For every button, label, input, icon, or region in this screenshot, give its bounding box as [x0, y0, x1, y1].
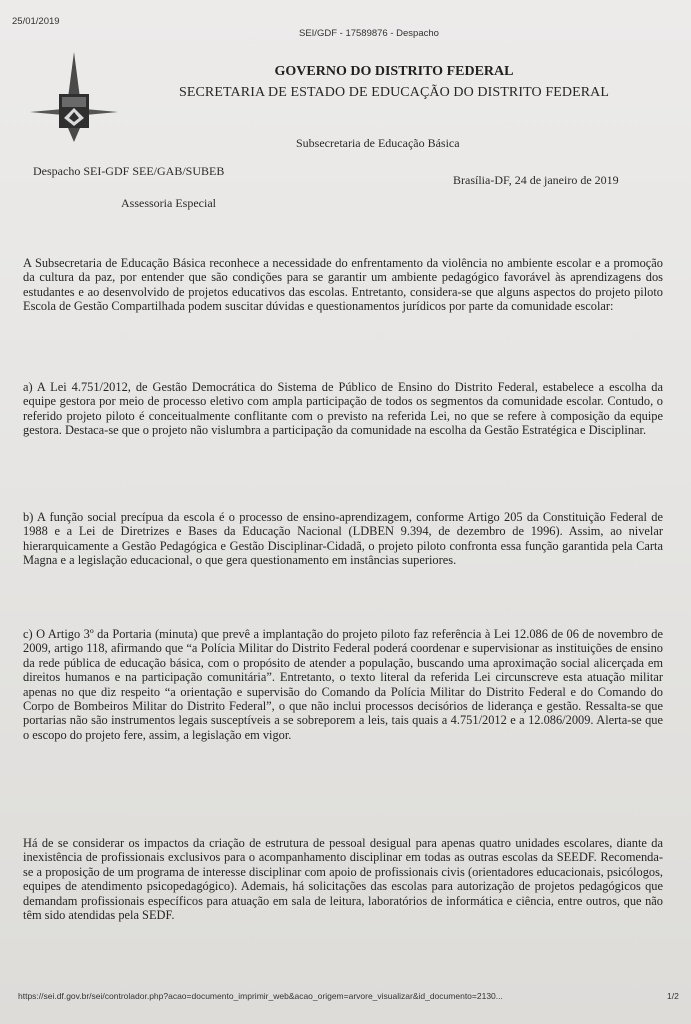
- document-reference: SEI/GDF - 17589876 - Despacho: [299, 28, 439, 39]
- item-a-paragraph: a) A Lei 4.751/2012, de Gestão Democrática do Sistema de Público de Ensino do Distrito Federal, estabelece a escolha da equipe gestora por meio de processo eletivo com ampla participação de todos os segmentos da comunidade escolar. Contudo, o referido projeto piloto é conceitualmente conflitante com o previsto na referida Lei, no que se refere à composição da equipe gestora. Destaca-se que o projeto não vislumbra a participação da comunidade na escolha da Gestão Estratégica e Disciplinar.: [23, 380, 663, 438]
- subsecretaria-label: Subsecretaria de Educação Básica: [296, 136, 460, 150]
- assessoria-label: Assessoria Especial: [121, 196, 216, 210]
- page-number: 1/2: [667, 991, 679, 1001]
- item-c-paragraph: c) O Artigo 3º da Portaria (minuta) que prevê a implantação do projeto piloto faz referência à Lei 12.086 de 06 de novembro de 2009, artigo 118, afirmando que “a Polícia Militar do Distrito Federal poderá coordenar e supervisionar as instituições de ensino da rede pública de educação básica, com o propósito de atender a população, buscando uma aproximação social alicerçada em direitos humanos e na participação comunitária”. Entretanto, o texto literal da referida Lei circunscreve esta atuação militar apenas no que diz respeito “a orientação e supervisão do Comando da Polícia Militar do Distrito Federal e do Comando do Corpo de Bombeiros Militar do Distrito Federal”, o que não inclui processos decisórios de liderança e gestão. Ressalta-se que portarias não são instrumentos legais susceptíveis a se sobreporem a leis, tais quais a 4.751/2012 e a 12.086/2009. Alerta-se que o escopo do projeto fere, assim, a legislação em vigor.: [23, 627, 663, 742]
- final-paragraph: Há de se considerar os impactos da criação de estrutura de pessoal desigual para apenas quatro unidades escolares, diante da inexistência de profissionais exclusivos para o acompanhamento disciplinar em todas as outras escolas da SEEDF. Recomenda-se a proposição de um programa de interesse disciplinar com apoio de profissionais civis (orientadores educacionais, psicólogos, equipes de atendimento psicopedagógico). Ademais, há solicitações das escolas para autorização de projetos pedagógicos que demandam profissionais específicos para atuação em sala de leitura, laboratórios de informática e ciência, entre outros, que não têm sido atendidas pela SEDF.: [23, 836, 663, 923]
- government-title: GOVERNO DO DISTRITO FEDERAL: [274, 64, 514, 79]
- secretariat-title: SECRETARIA DE ESTADO DE EDUCAÇÃO DO DISTRITO FEDERAL: [178, 85, 610, 100]
- place-date: Brasília-DF, 24 de janeiro de 2019: [453, 173, 619, 187]
- footer-url: https://sei.df.gov.br/sei/controlador.php?acao=documento_imprimir_web&acao_origem=arvore_visualizar&id_documento=2130...: [18, 991, 503, 1001]
- print-date: 25/01/2019: [12, 16, 60, 27]
- despacho-label: Despacho SEI-GDF SEE/GAB/SUBEB: [33, 164, 225, 178]
- brasilia-coat-of-arms-icon: [28, 50, 120, 146]
- item-b-paragraph: b) A função social precípua da escola é o processo de ensino-aprendizagem, conforme Artigo 205 da Constituição Federal de 1988 e a Lei de Diretrizes e Bases da Educação Nacional (LDBEN 9.394, de dezembro de 1996). Assim, ao nivelar hierarquicamente a Gestão Pedagógica e Gestão Disciplinar-Cidadã, o projeto piloto confronta essa função garantida pela Carta Magna e a legislação educacional, o que gera questionamento em instâncias superiores.: [23, 510, 663, 568]
- intro-paragraph: A Subsecretaria de Educação Básica reconhece a necessidade do enfrentamento da violência no ambiente escolar e a promoção da cultura da paz, por entender que são condições para se garantir um ambiente pedagógico favorável às aprendizagens dos estudantes e ao desenvolvido de projetos educativos das escolas. Entretanto, considera-se que alguns aspectos do projeto piloto Escola de Gestão Compartilhada podem suscitar dúvidas e questionamentos jurídicos por parte da comunidade escolar:: [23, 256, 663, 314]
